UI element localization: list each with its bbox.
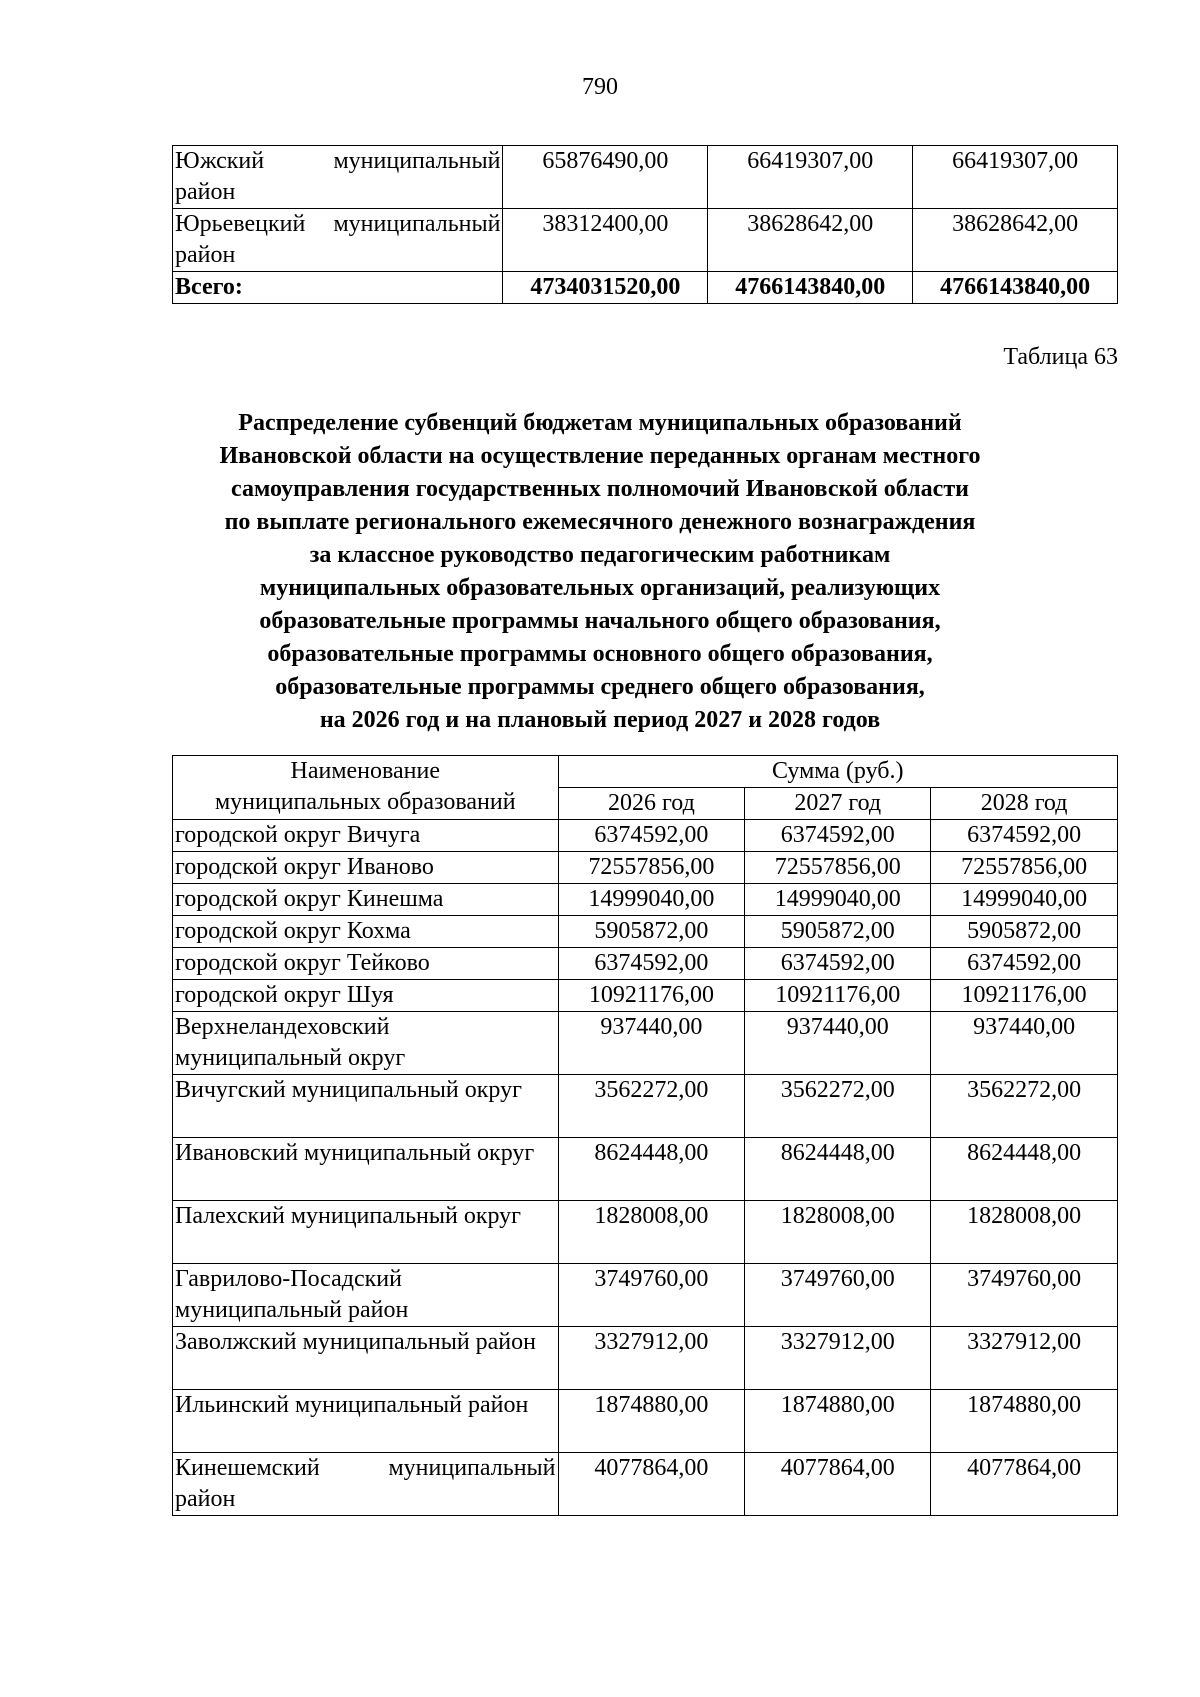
municipality-name: городской округ Тейково xyxy=(173,948,559,980)
municipality-name: Кинешемский муниципальный район xyxy=(173,1453,559,1516)
title-line: за классное руководство педагогическим работникам xyxy=(309,542,891,568)
subvention-table xyxy=(172,755,1118,1516)
amount-2027: 3327912,00 xyxy=(745,1327,931,1390)
municipality-name: Заволжский муниципальный район xyxy=(173,1327,559,1390)
amount-2027: 3749760,00 xyxy=(745,1264,931,1327)
amount-2027: 8624448,00 xyxy=(745,1138,931,1201)
table-row xyxy=(173,1138,1118,1201)
municipality-name: Ивановский муниципальный округ xyxy=(173,1138,559,1201)
table-row xyxy=(173,1201,1118,1264)
amount-2028: 3327912,00 xyxy=(931,1327,1118,1390)
table-row xyxy=(173,1390,1118,1453)
amount-2028: 6374592,00 xyxy=(931,820,1118,852)
table-title xyxy=(150,407,1050,737)
total-2027: 4766143840,00 xyxy=(708,272,913,304)
municipality-name: Палехский муниципальный округ xyxy=(173,1201,559,1264)
header-year-2027: 2027 год xyxy=(745,788,931,820)
municipality-name: городской округ Кохма xyxy=(173,916,559,948)
title-line: Распределение субвенций бюджетам муниципальных образований xyxy=(238,410,962,436)
table-row xyxy=(173,980,1118,1012)
previous-table-continuation xyxy=(172,145,1118,304)
table-row xyxy=(173,820,1118,852)
amount-2027: 937440,00 xyxy=(745,1012,931,1075)
municipality-name: городской округ Кинешма xyxy=(173,884,559,916)
table-row xyxy=(173,1453,1118,1516)
title-line: по выплате регионального ежемесячного денежного вознаграждения xyxy=(224,509,976,535)
amount-2028: 6374592,00 xyxy=(931,948,1118,980)
municipality-name: городской округ Шуя xyxy=(173,980,559,1012)
amount-2028: 72557856,00 xyxy=(931,852,1118,884)
title-line: на 2026 год и на плановый период 2027 и 2028 годов xyxy=(319,707,881,733)
header-year-2026: 2026 год xyxy=(558,788,745,820)
table-row xyxy=(173,852,1118,884)
amount-2027: 1828008,00 xyxy=(745,1201,931,1264)
amount-2027: 14999040,00 xyxy=(745,884,931,916)
amount-2026: 8624448,00 xyxy=(558,1138,745,1201)
table-row xyxy=(173,948,1118,980)
municipality-name: Гаврилово-Посадский муниципальный район xyxy=(173,1264,559,1327)
amount-2027: 5905872,00 xyxy=(745,916,931,948)
municipality-name: Вичугский муниципальный округ xyxy=(173,1075,559,1138)
amount-2028: 4077864,00 xyxy=(931,1453,1118,1516)
header-name-line1: Наименование xyxy=(290,758,441,784)
page-number: 790 xyxy=(582,74,618,100)
amount-2028: 1828008,00 xyxy=(931,1201,1118,1264)
amount-2028: 3562272,00 xyxy=(931,1075,1118,1138)
amount-2027: 4077864,00 xyxy=(745,1453,931,1516)
amount-2026: 72557856,00 xyxy=(558,852,745,884)
title-line: образовательные программы начального общего образования, xyxy=(259,608,941,634)
amount-2026: 5905872,00 xyxy=(558,916,745,948)
amount-2028: 937440,00 xyxy=(931,1012,1118,1075)
total-2028: 4766143840,00 xyxy=(913,272,1118,304)
total-2026: 4734031520,00 xyxy=(503,272,708,304)
amount-2028: 38628642,00 xyxy=(913,209,1118,272)
amount-2027: 1874880,00 xyxy=(745,1390,931,1453)
amount-2026: 937440,00 xyxy=(558,1012,745,1075)
table-row xyxy=(173,884,1118,916)
amount-2026: 6374592,00 xyxy=(558,820,745,852)
amount-2028: 14999040,00 xyxy=(931,884,1118,916)
amount-2026: 10921176,00 xyxy=(558,980,745,1012)
table-row xyxy=(173,146,1118,209)
amount-2026: 14999040,00 xyxy=(558,884,745,916)
title-line: Ивановской области на осуществление переданных органам местного xyxy=(219,443,981,469)
amount-2026: 3562272,00 xyxy=(558,1075,745,1138)
amount-2026: 3749760,00 xyxy=(558,1264,745,1327)
title-line: образовательные программы основного общего образования, xyxy=(267,641,933,667)
municipality-name: городской округ Иваново xyxy=(173,852,559,884)
amount-2028: 8624448,00 xyxy=(931,1138,1118,1201)
header-sum: Сумма (руб.) xyxy=(558,756,1118,788)
municipality-name: Юрьевецкий муниципальный район xyxy=(173,209,503,272)
total-row xyxy=(173,272,1118,304)
total-label: Всего: xyxy=(173,272,503,304)
table-body xyxy=(173,820,1118,1516)
header-name-cell xyxy=(173,756,559,820)
amount-2027: 66419307,00 xyxy=(708,146,913,209)
municipality-name: Верхнеландеховский муниципальный округ xyxy=(173,1012,559,1075)
amount-2026: 6374592,00 xyxy=(558,948,745,980)
amount-2026: 4077864,00 xyxy=(558,1453,745,1516)
title-line: образовательные программы среднего общего образования, xyxy=(275,674,925,700)
amount-2026: 1874880,00 xyxy=(558,1390,745,1453)
table-row xyxy=(173,1075,1118,1138)
table-row xyxy=(173,1264,1118,1327)
amount-2028: 10921176,00 xyxy=(931,980,1118,1012)
amount-2026: 1828008,00 xyxy=(558,1201,745,1264)
amount-2027: 6374592,00 xyxy=(745,948,931,980)
amount-2028: 5905872,00 xyxy=(931,916,1118,948)
header-name-line2: муниципальных образований xyxy=(214,789,516,815)
municipality-name: городской округ Вичуга xyxy=(173,820,559,852)
header-year-2028: 2028 год xyxy=(931,788,1118,820)
table-row xyxy=(173,916,1118,948)
amount-2027: 72557856,00 xyxy=(745,852,931,884)
amount-2028: 3749760,00 xyxy=(931,1264,1118,1327)
amount-2027: 10921176,00 xyxy=(745,980,931,1012)
table-row xyxy=(173,1012,1118,1075)
amount-2027: 38628642,00 xyxy=(708,209,913,272)
title-line: муниципальных образовательных организаций, реализующих xyxy=(259,575,941,601)
municipality-name: Южский муниципальный район xyxy=(173,146,503,209)
amount-2026: 3327912,00 xyxy=(558,1327,745,1390)
table-number-label: Таблица 63 xyxy=(1003,344,1118,370)
amount-2028: 1874880,00 xyxy=(931,1390,1118,1453)
amount-2027: 6374592,00 xyxy=(745,820,931,852)
table-row xyxy=(173,209,1118,272)
amount-2027: 3562272,00 xyxy=(745,1075,931,1138)
amount-2028: 66419307,00 xyxy=(913,146,1118,209)
amount-2026: 38312400,00 xyxy=(503,209,708,272)
header-row xyxy=(173,756,1118,788)
amount-2026: 65876490,00 xyxy=(503,146,708,209)
table-row xyxy=(173,1327,1118,1390)
title-line: самоуправления государственных полномочий Ивановской области xyxy=(231,476,969,502)
municipality-name: Ильинский муниципальный район xyxy=(173,1390,559,1453)
